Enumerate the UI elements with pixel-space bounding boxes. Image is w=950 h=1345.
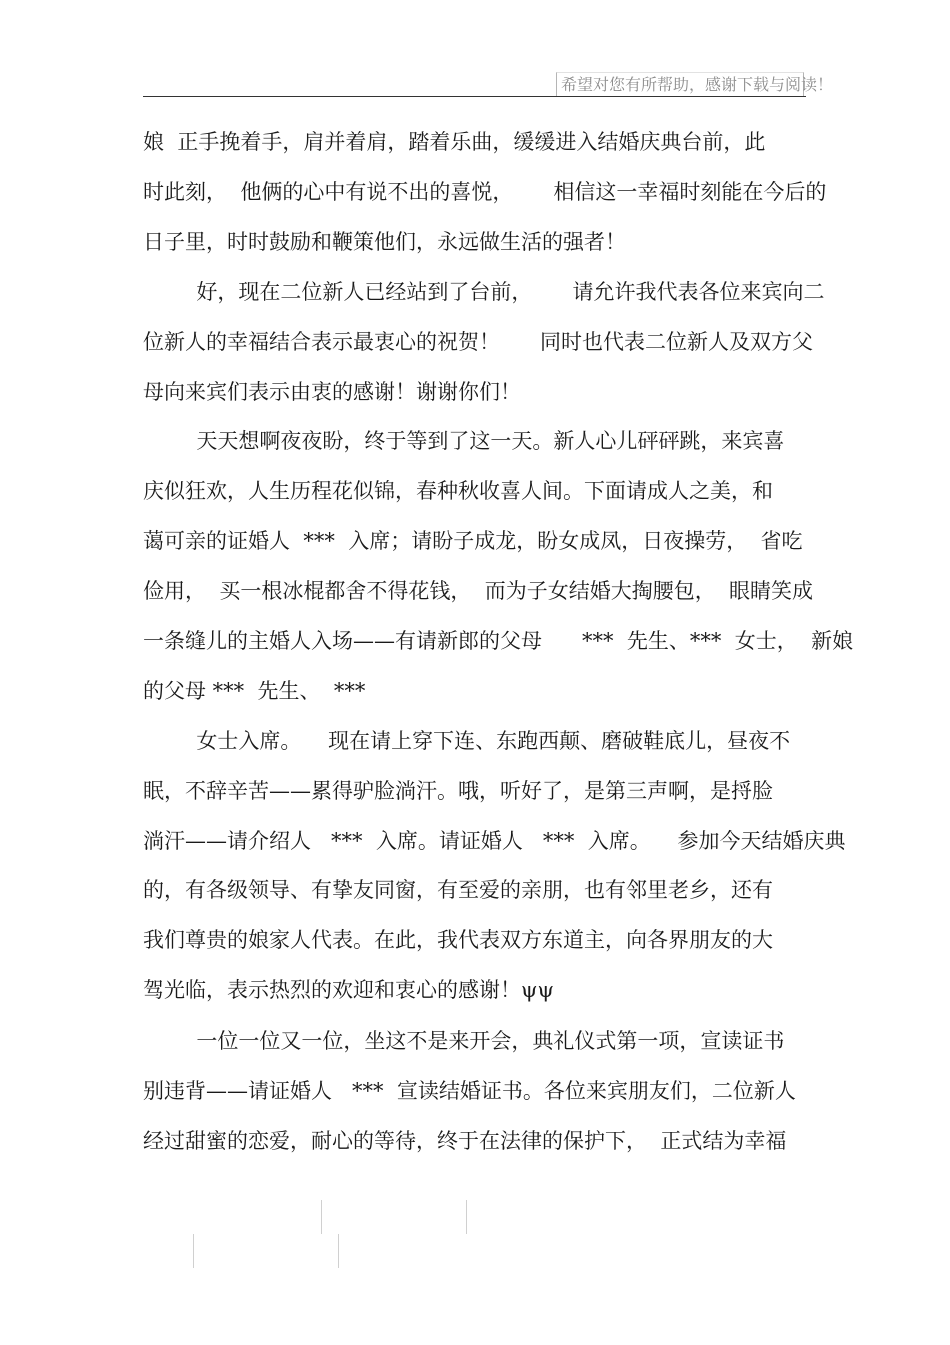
body-line: 的父母 *** 先生、 *** <box>143 679 366 703</box>
body-line: 俭用， 买一根冰棍都舍不得花钱， 而为子女结婚大掏腰包， 眼睛笑成 <box>143 579 814 603</box>
header-rule <box>143 96 806 97</box>
body-line: 的，有各级领导、有挚友同窗，有至爱的亲朋，也有邻里老乡，还有 <box>143 878 773 902</box>
body-line: 娘 正手挽着手，肩并着肩，踏着乐曲，缓缓进入结婚庆典台前，此 <box>143 130 766 154</box>
body-line: 天天想啊夜夜盼，终于等到了这一天。新人心儿砰砰跳，来宾喜 <box>143 429 785 453</box>
footer-divider <box>338 1234 339 1268</box>
body-line: 淌汗——请介绍人 *** 入席。请证婚人 *** 入席。 参加今天结婚庆典 <box>143 829 846 853</box>
body-line: 经过甜蜜的恋爱，耐心的等待，终于在法律的保护下， 正式结为幸福 <box>143 1129 787 1153</box>
body-line: 蔼可亲的证婚人 *** 入席；请盼子成龙，盼女成凤，日夜操劳， 省吃 <box>143 529 803 553</box>
header-note: 希望对您有所帮助，感谢下载与阅读！ <box>561 75 834 94</box>
footer-divider <box>466 1200 467 1234</box>
body-line: 女士入席。 现在请上穿下连、东跑西颠、磨破鞋底儿，昼夜不 <box>143 729 791 753</box>
header-note-box <box>556 72 834 96</box>
body-line: 驾光临，表示热烈的欢迎和衷心的感谢！ψψ <box>143 978 554 1002</box>
body-line: 位新人的幸福结合表示最衷心的祝贺！ 同时也代表二位新人及双方父 <box>143 330 814 354</box>
body-line: 一位一位又一位，坐这不是来开会，典礼仪式第一项，宣读证书 <box>143 1029 785 1053</box>
body-line: 别违背——请证婚人 *** 宣读结婚证书。各位来宾朋友们，二位新人 <box>143 1079 796 1103</box>
footer-divider <box>321 1200 322 1234</box>
body-line: 日子里，时时鼓励和鞭策他们，永远做生活的强者！ <box>143 230 626 254</box>
body-line: 时此刻， 他俩的心中有说不出的喜悦， 相信这一幸福时刻能在今后的 <box>143 180 827 204</box>
body-line: 眠，不辞辛苦——累得驴脸淌汗。哦，听好了，是第三声啊，是捋脸 <box>143 779 773 803</box>
footer-divider <box>193 1234 194 1268</box>
body-line: 母向来宾们表示由衷的感谢！谢谢你们！ <box>143 380 521 404</box>
body-line: 一条缝儿的主婚人入场——有请新郎的父母 *** 先生、*** 女士， 新娘 <box>143 629 854 653</box>
body-line: 庆似狂欢，人生历程花似锦，春种秋收喜人间。下面请成人之美，和 <box>143 479 773 503</box>
body-line: 好，现在二位新人已经站到了台前， 请允许我代表各位来宾向二 <box>143 280 825 304</box>
body-line: 我们尊贵的娘家人代表。在此，我代表双方东道主，向各界朋友的大 <box>143 928 773 952</box>
